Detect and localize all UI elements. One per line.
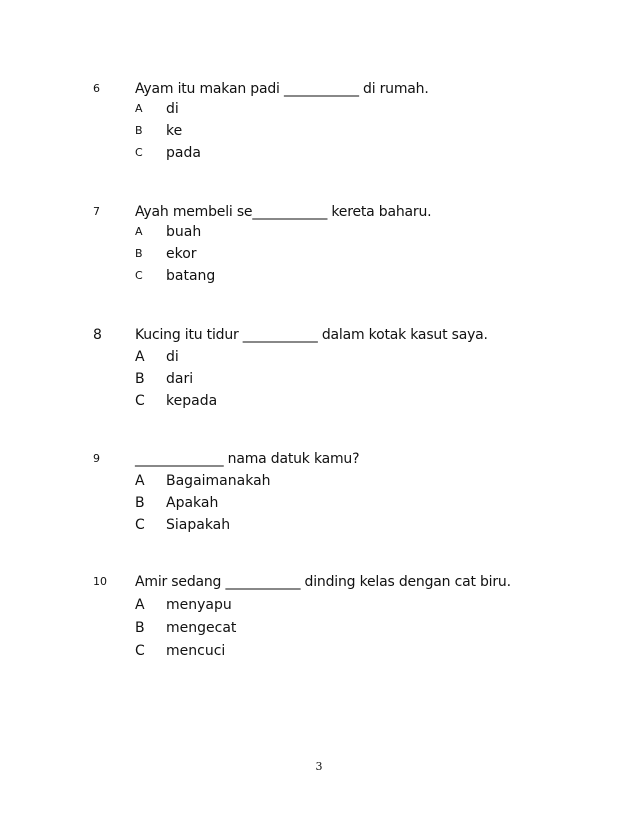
option-letter: C [135, 269, 143, 282]
option-letter: C [135, 146, 143, 159]
option-text: menyapu [166, 597, 232, 613]
option-text: Apakah [166, 495, 219, 511]
option-letter: B [135, 620, 145, 636]
option-text: ke [166, 123, 183, 139]
option-letter: C [135, 393, 145, 409]
option-a [0, 223, 638, 241]
option-letter: A [135, 102, 143, 115]
option-c [0, 642, 638, 660]
option-b [0, 245, 638, 263]
option-text: batang [166, 268, 216, 284]
option-a [0, 348, 638, 366]
option-c [0, 516, 638, 534]
option-c [0, 392, 638, 410]
question-stem: Amir sedang ___________ dinding kelas dengan cat biru. [135, 574, 511, 590]
option-text: mengecat [166, 620, 237, 636]
question-stem: Ayah membeli se___________ kereta baharu. [135, 204, 432, 220]
option-text: Bagaimanakah [166, 473, 271, 489]
option-text: dari [166, 371, 194, 387]
option-text: mencuci [166, 643, 226, 659]
option-text: buah [166, 224, 202, 240]
option-a [0, 596, 638, 614]
option-b [0, 619, 638, 637]
question-number: 9 [93, 452, 100, 465]
option-text: kepada [166, 393, 218, 409]
option-b [0, 494, 638, 512]
option-text: pada [166, 145, 201, 161]
question-number: 10 [93, 575, 107, 588]
option-letter: C [135, 643, 145, 659]
option-letter: B [135, 371, 145, 387]
option-letter: A [135, 473, 145, 489]
option-c [0, 144, 638, 162]
option-letter: A [135, 225, 143, 238]
question-stem: Ayam itu makan padi ___________ di rumah. [135, 81, 429, 97]
option-a [0, 472, 638, 490]
option-letter: B [135, 495, 145, 511]
option-letter: B [135, 124, 143, 137]
question-stem: _____________ nama datuk kamu? [135, 451, 360, 467]
question-stem: Kucing itu tidur ___________ dalam kotak kasut saya. [135, 327, 488, 343]
question-number: 6 [93, 82, 100, 95]
option-text: di [166, 101, 179, 117]
option-text: Siapakah [166, 517, 231, 533]
option-letter: A [135, 349, 145, 365]
option-b [0, 122, 638, 140]
option-c [0, 267, 638, 285]
question-number: 8 [93, 327, 102, 343]
option-b [0, 370, 638, 388]
option-letter: A [135, 597, 145, 613]
option-letter: B [135, 247, 143, 260]
option-text: ekor [166, 246, 197, 262]
option-text: di [166, 349, 179, 365]
option-a [0, 100, 638, 118]
page-number: 3 [315, 760, 323, 773]
question-number: 7 [93, 205, 100, 218]
option-letter: C [135, 517, 145, 533]
